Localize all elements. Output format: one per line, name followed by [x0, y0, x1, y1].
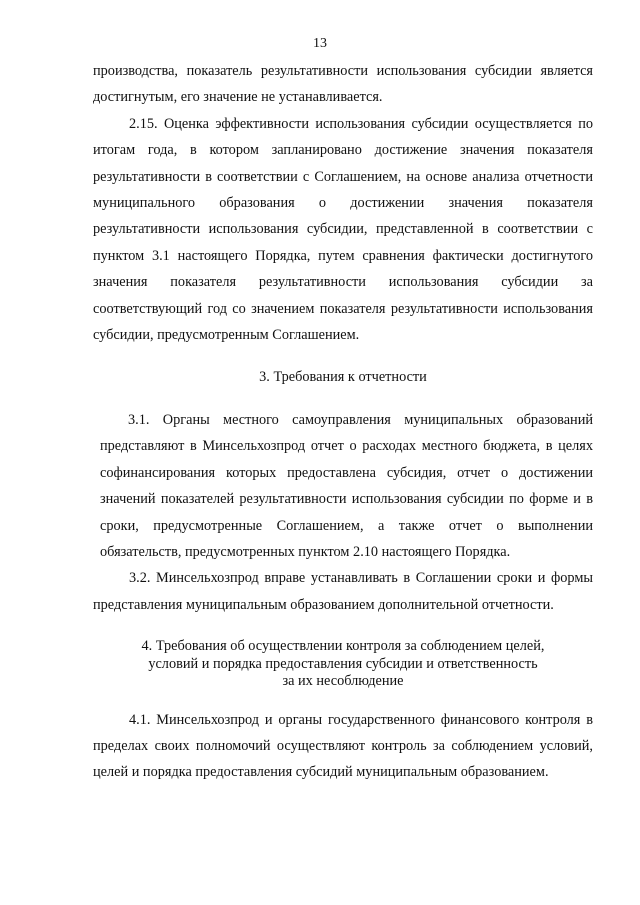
document-body [93, 58, 593, 786]
section-4-heading [93, 638, 593, 691]
section-4-heading-line-2: условий и порядка предоставления субсидии и ответственность [148, 655, 538, 672]
paragraph-4-1: 4.1. Минсельхозпрод и органы государственного финансового контроля в пределах своих полномочий осуществляют контроль за соблюдением условий, целей и порядка предоставления субсидий муниципальным образованием. [93, 711, 593, 781]
section-3-heading: 3. Требования к отчетности [259, 369, 427, 386]
paragraph-3-2: 3.2. Минсельхозпрод вправе устанавливать в Соглашении сроки и формы представления муниципальным образованием дополнительной отчетности. [93, 570, 593, 613]
paragraph-continuation: производства, показатель результативности использования субсидии является достигнутым, его значение не устанавливается. [93, 63, 593, 106]
paragraph-3-1: 3.1. Органы местного самоуправления муниципальных образований представляют в Минсельхозпрод отчет о расходах местного бюджета, в целях софинансирования которых предоставлена субсидия, отчет о достижении значений показателей результативности использования субсидии по форме и в сроки, предусмотренные Соглашением, а также отчет о выполнении обязательств, предусмотренных пунктом 2.10 настоящего Порядка. [100, 411, 593, 560]
section-4-heading-line-1: 4. Требования об осуществлении контроля за соблюдением целей, [141, 638, 545, 655]
section-4-heading-line-3: за их несоблюдение [282, 673, 404, 690]
page-number: 13 [313, 36, 327, 51]
paragraph-2-15: 2.15. Оценка эффективности использования субсидии осуществляется по итогам года, в котором запланировано достижение значения показателя результативности в соответствии с Соглашением, на основе анализа отчетности муниципального образования о достижении значения показателя результативности использования субсидии, представленной в соответствии с пунктом 3.1 настоящего Порядка, путем сравнения фактически достигнутого значения показателя результативности использования субсидии за соответствующий год со значением показателя результативности использования субсидии, предусмотренным Соглашением. [93, 115, 593, 344]
